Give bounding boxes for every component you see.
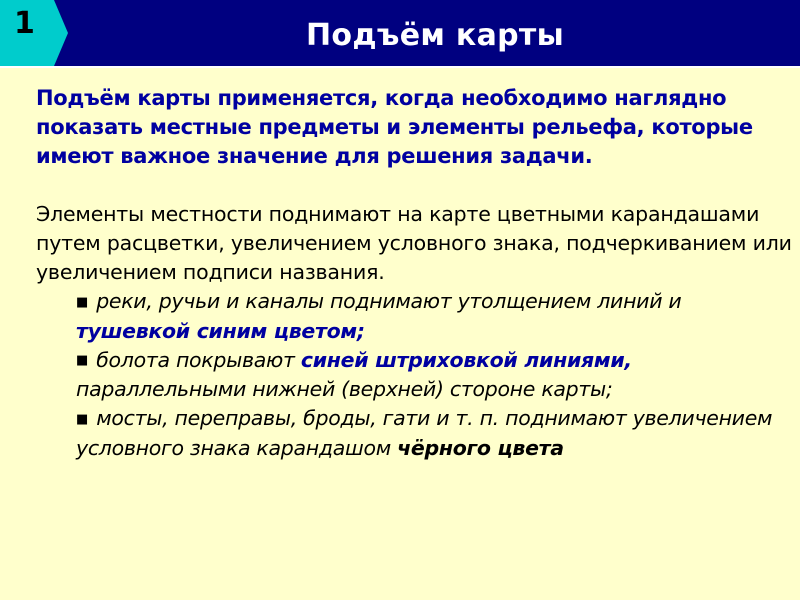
list-item-text: реки, ручьи и каналы поднимают утолщением линий и [89,289,682,313]
slide-content [36,84,796,463]
slide-title: Подъём карты [306,18,564,53]
list-item-emphasis: тушевкой синим цветом; [76,318,365,343]
list-item-text-tail: параллельными нижней (верхней) стороне карты; [76,377,613,401]
list-item-text: болота покрывают [89,347,301,372]
list-item [76,404,796,463]
bullet-list [36,287,796,463]
lead-paragraph: Подъём карты применяется, когда необходимо наглядно показать местные предметы и элементы рельефа, которые имеют важное значение для решения задачи. [36,86,753,168]
list-item-emphasis: синей штриховкой линиями, [300,347,632,372]
list-item [76,346,796,405]
list-item-emphasis: чёрного цвета [397,435,564,460]
list-item-text: мосты, переправы, броды, гати и т. п. поднимают увеличением условного знака карандашом [76,406,773,460]
list-item [76,287,796,346]
square-bullet-icon: ■ [76,294,88,310]
square-bullet-icon: ■ [76,353,88,368]
header-bar [0,0,800,68]
square-bullet-icon: ■ [76,411,88,427]
body-paragraph: Элементы местности поднимают на карте цветными карандашами путем расцветки, увеличением условного знака, подчеркиванием или увеличением подписи названия. [36,202,792,284]
slide-number: 1 [14,6,35,41]
